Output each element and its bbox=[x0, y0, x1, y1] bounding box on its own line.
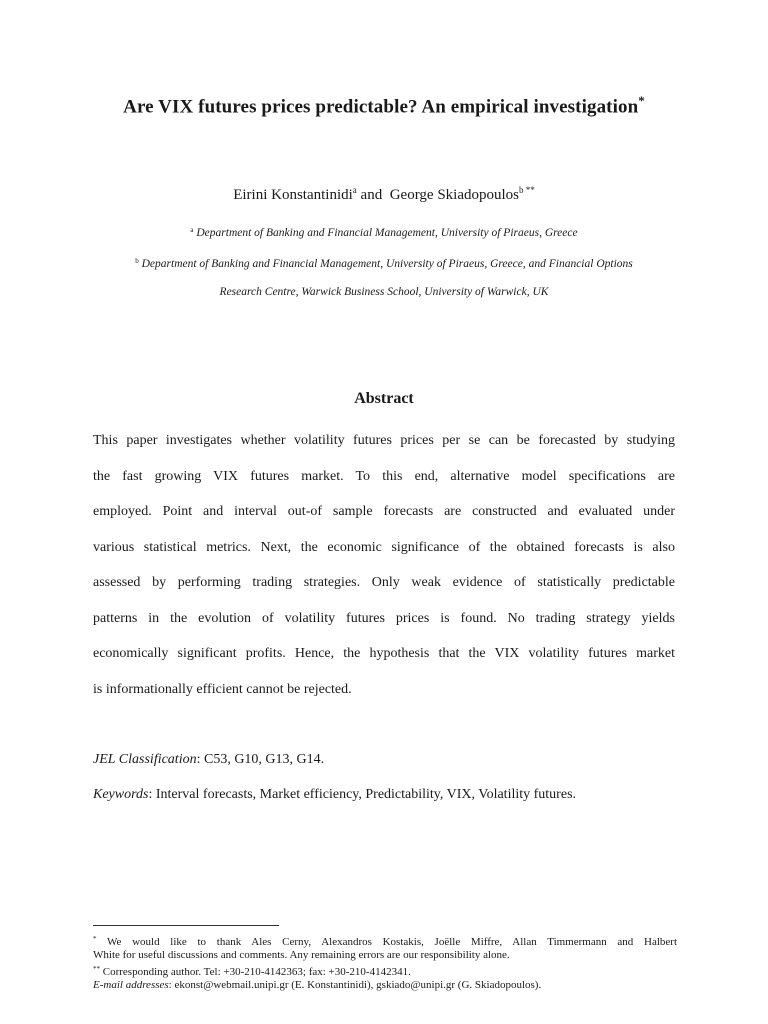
author-affiliation-mark: a bbox=[352, 185, 357, 195]
paper-title bbox=[0, 93, 768, 118]
affiliation-text: Department of Banking and Financial Management, University of Piraeus, Greece, and Financial Options bbox=[141, 258, 633, 270]
affiliation-text: Research Centre, Warwick Business School, University of Warwick, UK bbox=[219, 286, 549, 298]
jel-classification bbox=[93, 752, 324, 768]
jel-label: JEL Classification bbox=[93, 752, 197, 767]
author-name: Eirini Konstantinidi bbox=[233, 187, 353, 203]
abstract-line: economically significant profits. Hence, the hypothesis that the VIX volatility futures market bbox=[93, 646, 675, 661]
abstract-line: various statistical metrics. Next, the economic significance of the obtained forecasts is also bbox=[93, 539, 675, 555]
affiliation-mark: b bbox=[135, 257, 139, 265]
keywords-list: : Interval forecasts, Market efficiency, Predictability, VIX, Volatility futures. bbox=[148, 787, 577, 802]
abstract-line: is informationally efficient cannot be rejected. bbox=[93, 681, 352, 697]
affiliation-b bbox=[0, 257, 768, 270]
email-addresses: : ekonst@webmail.unipi.gr (E. Konstantinidi), gskiado@unipi.gr (G. Skiadopoulos). bbox=[168, 979, 542, 992]
author-affiliation-mark: b ** bbox=[519, 185, 535, 195]
abstract-line: This paper investigates whether volatility futures prices per se can be forecasted by studying bbox=[93, 433, 675, 448]
jel-codes: : C53, G10, G13, G14. bbox=[196, 752, 325, 767]
keywords bbox=[93, 787, 576, 803]
abstract-line: the fast growing VIX futures market. To this end, alternative model specifications are bbox=[93, 468, 675, 484]
title-footnote-mark: * bbox=[638, 93, 645, 108]
author-name: George Skiadopoulos bbox=[389, 187, 520, 203]
affiliation-text: Department of Banking and Financial Management, University of Piraeus, Greece bbox=[196, 227, 578, 239]
abstract-line: assessed by performing trading strategies. Only weak evidence of statistically predictable bbox=[93, 575, 675, 590]
footnote-mark: ** bbox=[93, 964, 100, 973]
abstract-heading: Abstract bbox=[354, 390, 414, 407]
email-label: E-mail addresses bbox=[93, 979, 169, 992]
abstract-line: employed. Point and interval out-of sample forecasts are constructed and evaluated under bbox=[93, 504, 675, 519]
affiliation-mark: a bbox=[190, 226, 194, 234]
affiliation-a bbox=[0, 226, 768, 239]
author-line bbox=[0, 185, 768, 204]
author-conjunction: and bbox=[360, 187, 383, 203]
footnote-corresponding-author bbox=[93, 963, 677, 979]
footnote-acknowledgement bbox=[93, 933, 677, 949]
footnotes bbox=[93, 933, 677, 993]
footnote-acknowledgement-continued: White for useful discussions and comments. Any remaining errors are our responsibility alone. bbox=[93, 949, 510, 962]
footnote-text: We would like to thank Ales Cerny, Alexandros Kostakis, Joëlle Miffre, Allan Timmermann and Halbert bbox=[96, 936, 677, 948]
footnote-text: Corresponding author. Tel: +30-210-4142363; fax: +30-210-4142341. bbox=[100, 965, 411, 978]
keywords-label: Keywords bbox=[93, 787, 149, 802]
paper-title-text: Are VIX futures prices predictable? An empirical investigation bbox=[123, 96, 639, 118]
abstract-body bbox=[93, 430, 675, 714]
footnote-emails bbox=[93, 979, 677, 992]
abstract-line: patterns in the evolution of volatility futures prices is found. No trading strategy yields bbox=[93, 610, 675, 626]
footnote-mark: * bbox=[93, 935, 97, 943]
footnote-divider bbox=[93, 925, 279, 926]
affiliation-b-continued bbox=[0, 286, 768, 298]
